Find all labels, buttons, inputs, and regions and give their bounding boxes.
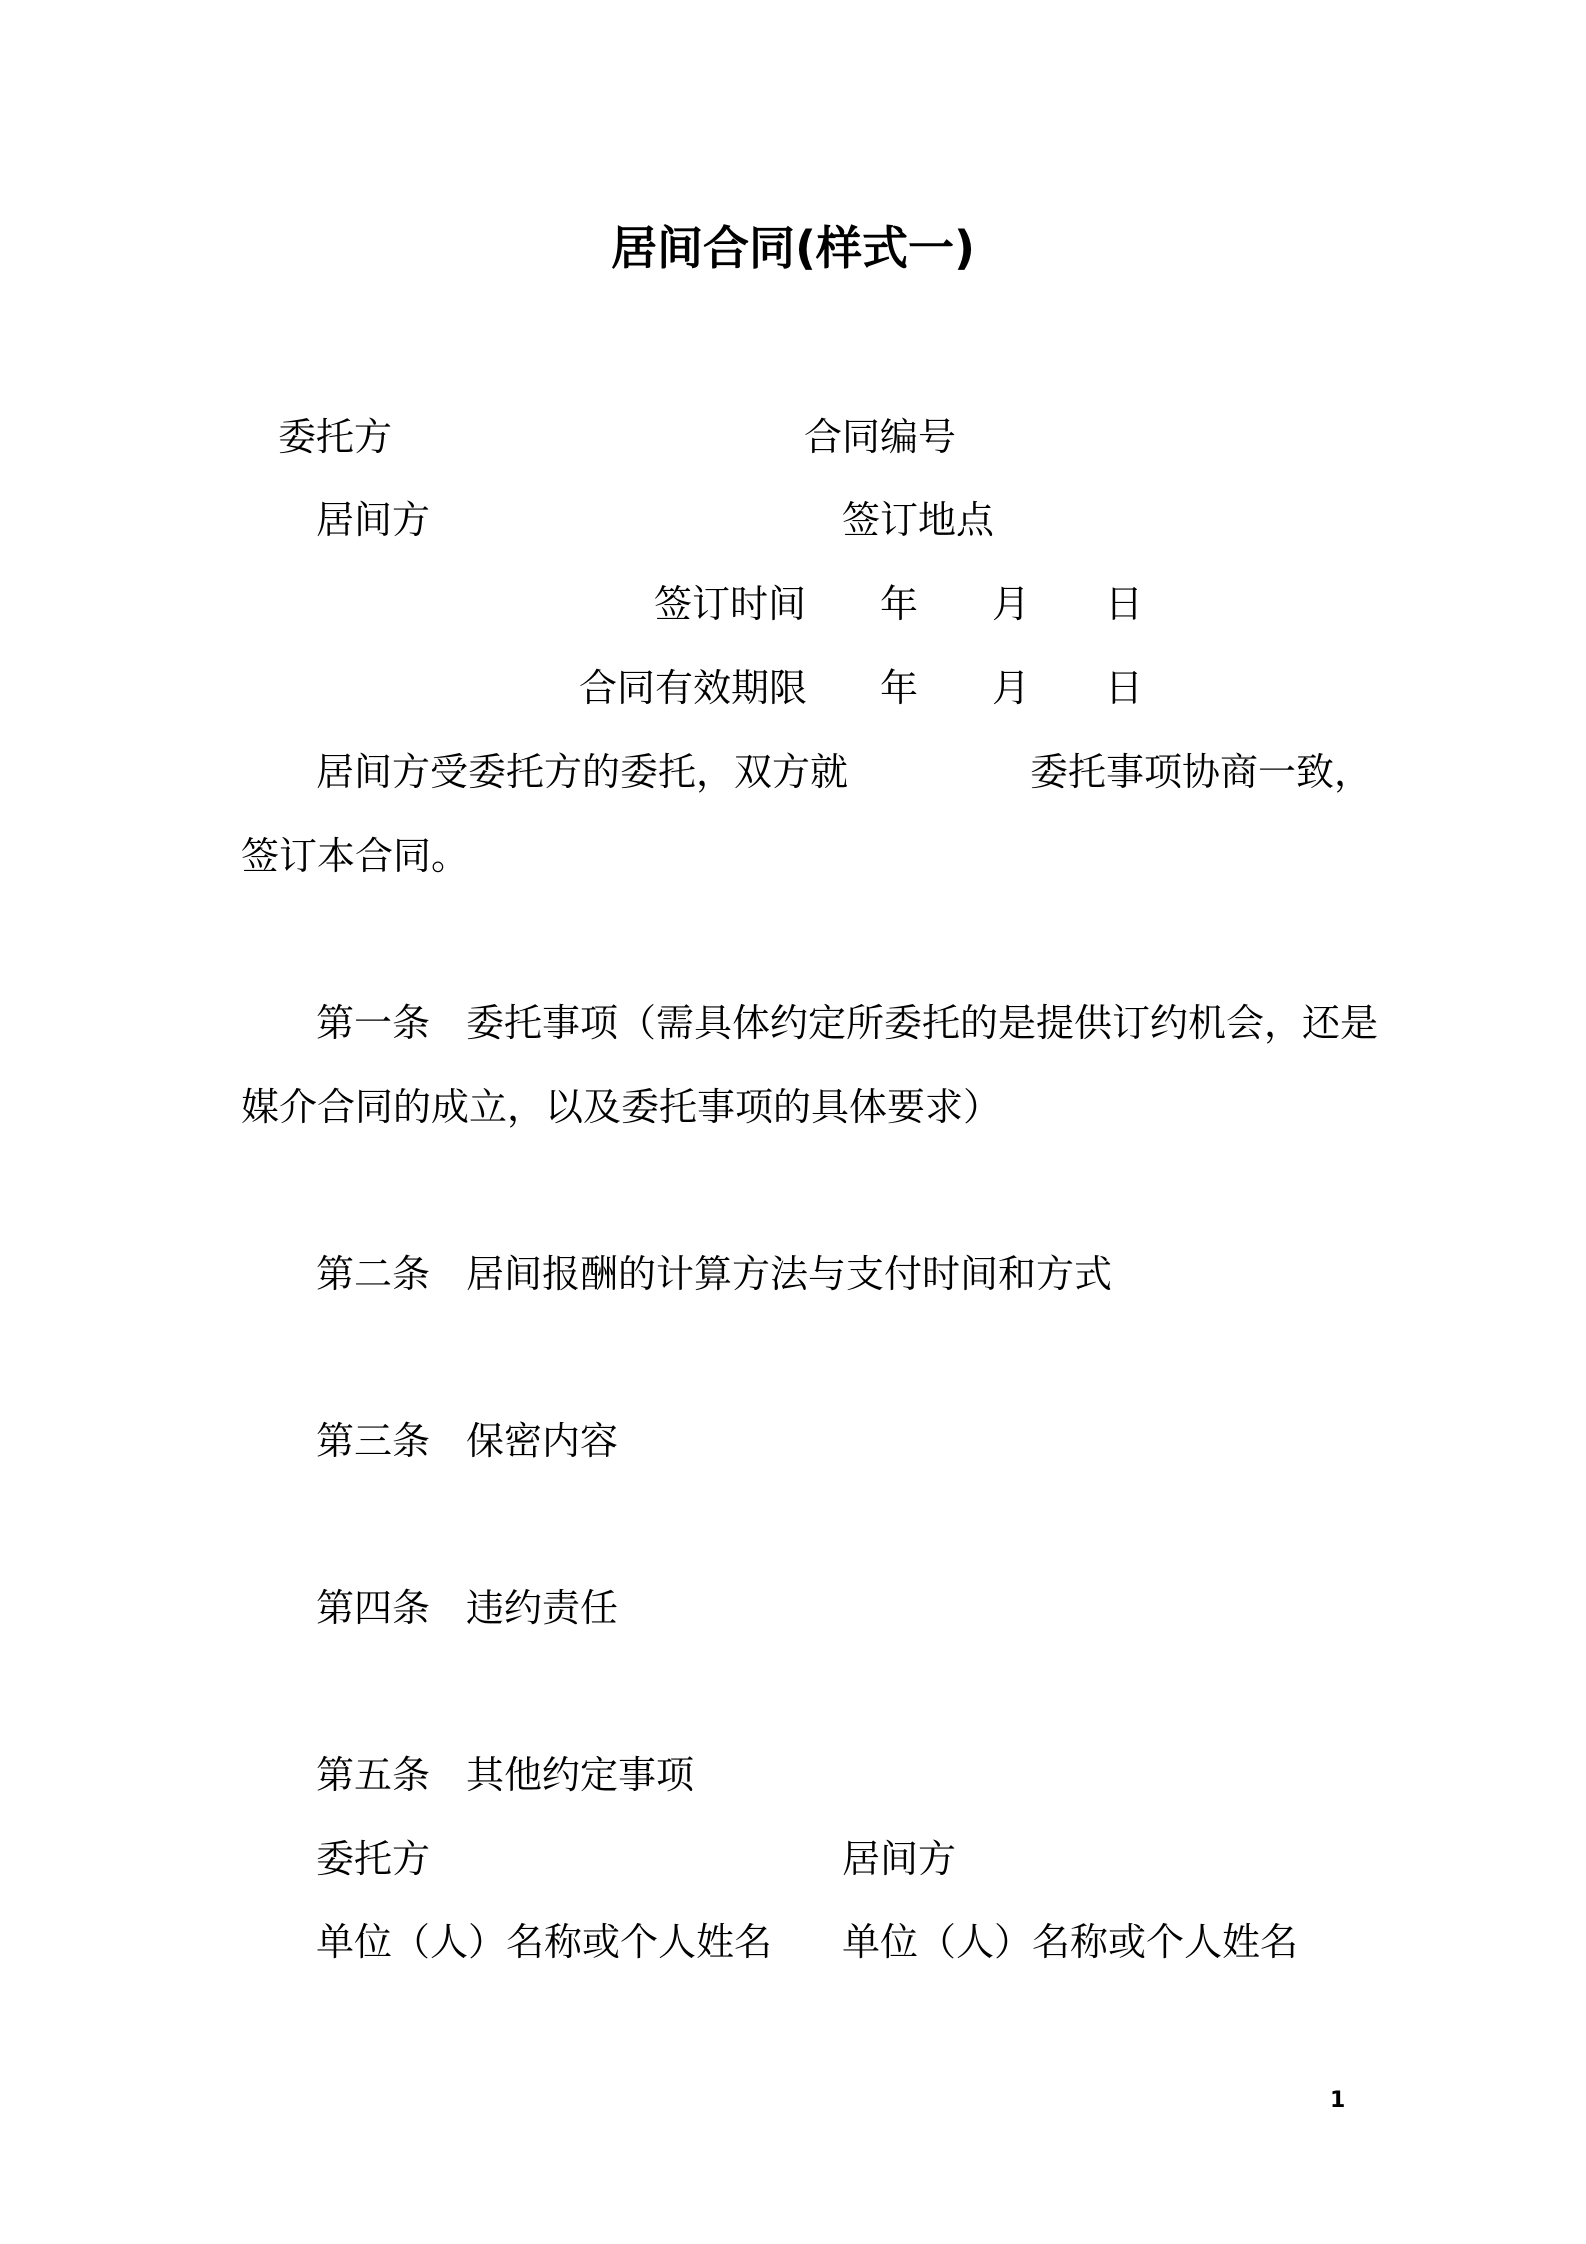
sign-time-year: 年 bbox=[880, 582, 919, 626]
sign-time-day: 日 bbox=[1105, 582, 1144, 626]
intro-text-part2: 委托事项协商一致， bbox=[1030, 750, 1373, 794]
signature-intermediary-name-label: 单位（人）名称或个人姓名 bbox=[842, 1920, 1299, 1964]
sign-time-month: 月 bbox=[992, 582, 1031, 626]
page-number: 1 bbox=[1330, 2088, 1346, 2113]
article-1-text-line2: 媒介合同的成立，以及委托事项的具体要求） bbox=[241, 1085, 1002, 1129]
article-5-number: 第五条 bbox=[316, 1753, 431, 1797]
validity-year: 年 bbox=[880, 666, 919, 710]
intermediary-label: 居间方 bbox=[316, 498, 431, 542]
article-1-number: 第一条 bbox=[316, 1001, 431, 1045]
article-4-number: 第四条 bbox=[316, 1586, 431, 1630]
article-2-number: 第二条 bbox=[316, 1252, 431, 1296]
signature-client-label: 委托方 bbox=[316, 1837, 431, 1881]
article-2-text: 居间报酬的计算方法与支付时间和方式 bbox=[466, 1252, 1113, 1296]
signature-intermediary-label: 居间方 bbox=[842, 1837, 957, 1881]
validity-label: 合同有效期限 bbox=[579, 666, 808, 710]
validity-month: 月 bbox=[992, 666, 1031, 710]
article-3-number: 第三条 bbox=[316, 1419, 431, 1463]
validity-day: 日 bbox=[1105, 666, 1144, 710]
sign-place-label: 签订地点 bbox=[842, 498, 995, 542]
article-4-text: 违约责任 bbox=[466, 1586, 619, 1630]
document-title: 居间合同(样式一) bbox=[610, 221, 976, 275]
contract-number-label: 合同编号 bbox=[804, 415, 957, 459]
article-3-text: 保密内容 bbox=[466, 1419, 619, 1463]
intro-text-part1: 居间方受委托方的委托，双方就 bbox=[316, 750, 849, 794]
client-label: 委托方 bbox=[278, 415, 393, 459]
article-5-text: 其他约定事项 bbox=[466, 1753, 695, 1797]
sign-time-label: 签订时间 bbox=[654, 582, 807, 626]
article-1-text-line1: 委托事项（需具体约定所委托的是提供订约机会，还是 bbox=[466, 1001, 1379, 1045]
intro-text-line2: 签订本合同。 bbox=[241, 834, 470, 878]
signature-client-name-label: 单位（人）名称或个人姓名 bbox=[316, 1920, 773, 1964]
